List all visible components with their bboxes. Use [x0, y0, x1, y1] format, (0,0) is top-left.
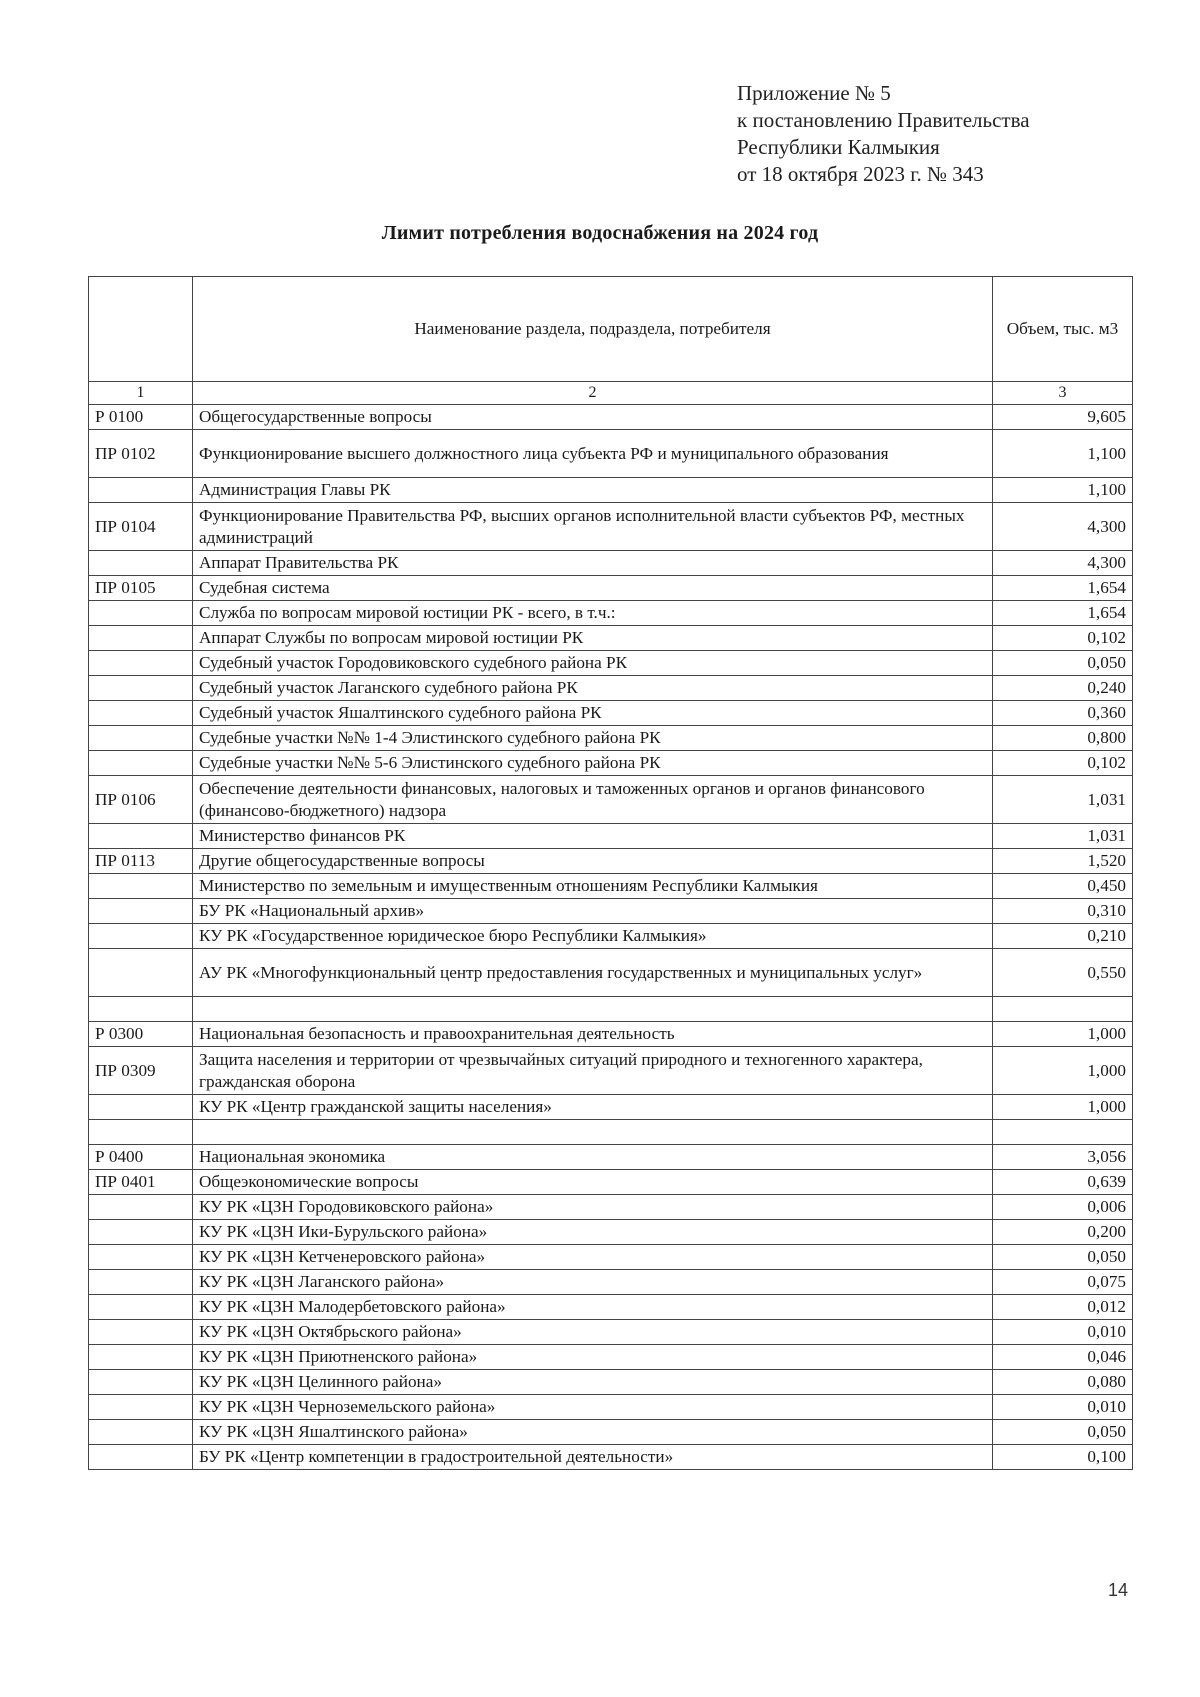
header-code: [89, 277, 193, 382]
row-code: [89, 1395, 193, 1420]
row-volume: 0,360: [993, 701, 1133, 726]
row-volume: 0,102: [993, 626, 1133, 651]
table-row: [89, 1270, 1133, 1295]
table-row: [89, 1022, 1133, 1047]
table-row: [89, 1445, 1133, 1470]
row-volume: 0,200: [993, 1220, 1133, 1245]
row-code: ПР 0105: [89, 576, 193, 601]
row-name: Министерство финансов РК: [193, 824, 993, 849]
table-row: [89, 1295, 1133, 1320]
table-row: [89, 430, 1133, 478]
row-name: Защита населения и территории от чрезвычайных ситуаций природного и техногенного характера, гражданская оборона: [193, 1047, 993, 1095]
row-code: [89, 1370, 193, 1395]
row-volume: 0,012: [993, 1295, 1133, 1320]
row-name: КУ РК «ЦЗН Ики-Бурульского района»: [193, 1220, 993, 1245]
row-volume: [993, 1120, 1133, 1145]
table-row: [89, 1220, 1133, 1245]
row-name: КУ РК «ЦЗН Малодербетовского района»: [193, 1295, 993, 1320]
table-header-row: [89, 277, 1133, 382]
row-code: [89, 1245, 193, 1270]
row-name: КУ РК «ЦЗН Лаганского района»: [193, 1270, 993, 1295]
row-code: [89, 824, 193, 849]
row-code: Р 0100: [89, 405, 193, 430]
row-code: [89, 1120, 193, 1145]
table-row: [89, 1345, 1133, 1370]
column-number: 3: [993, 382, 1133, 405]
row-volume: 0,050: [993, 1420, 1133, 1445]
row-volume: 1,520: [993, 849, 1133, 874]
row-code: [89, 1270, 193, 1295]
row-code: [89, 1420, 193, 1445]
table-row: [89, 1245, 1133, 1270]
page-number: 14: [1108, 1580, 1129, 1600]
row-name: Судебный участок Яшалтинского судебного района РК: [193, 701, 993, 726]
row-volume: 1,100: [993, 430, 1133, 478]
row-volume: 1,000: [993, 1047, 1133, 1095]
row-name: КУ РК «ЦЗН Черноземельского района»: [193, 1395, 993, 1420]
row-volume: 0,075: [993, 1270, 1133, 1295]
row-volume: [993, 997, 1133, 1022]
appendix-reference: [737, 80, 1157, 188]
row-name: Функционирование высшего должностного лица субъекта РФ и муниципального образования: [193, 430, 993, 478]
table-row: [89, 751, 1133, 776]
row-code: [89, 1445, 193, 1470]
row-name: КУ РК «Государственное юридическое бюро Республики Калмыкия»: [193, 924, 993, 949]
table-row: [89, 1047, 1133, 1095]
table-row: [89, 824, 1133, 849]
row-volume: 1,654: [993, 576, 1133, 601]
row-code: [89, 1220, 193, 1245]
row-code: [89, 1345, 193, 1370]
row-code: [89, 551, 193, 576]
column-number: 1: [89, 382, 193, 405]
row-volume: 0,010: [993, 1395, 1133, 1420]
row-volume: 1,100: [993, 478, 1133, 503]
row-name: Администрация Главы РК: [193, 478, 993, 503]
row-code: Р 0300: [89, 1022, 193, 1047]
row-volume: 1,654: [993, 601, 1133, 626]
row-code: ПР 0113: [89, 849, 193, 874]
appendix-line-1: Приложение № 5: [737, 81, 891, 105]
row-volume: 1,031: [993, 776, 1133, 824]
table-row: [89, 503, 1133, 551]
row-code: [89, 924, 193, 949]
row-code: [89, 478, 193, 503]
row-code: Р 0400: [89, 1145, 193, 1170]
row-name: Судебный участок Городовиковского судебного района РК: [193, 651, 993, 676]
row-volume: 0,310: [993, 899, 1133, 924]
row-name: КУ РК «ЦЗН Октябрьского района»: [193, 1320, 993, 1345]
appendix-line-2: к постановлению Правительства: [737, 108, 1030, 132]
row-volume: 9,605: [993, 405, 1133, 430]
table-row: [89, 478, 1133, 503]
row-volume: 0,010: [993, 1320, 1133, 1345]
row-volume: 1,000: [993, 1022, 1133, 1047]
table-row: [89, 1120, 1133, 1145]
row-name: КУ РК «ЦЗН Приютненского района»: [193, 1345, 993, 1370]
row-name: Служба по вопросам мировой юстиции РК - всего, в т.ч.:: [193, 601, 993, 626]
table-row: [89, 576, 1133, 601]
table-row: [89, 1370, 1133, 1395]
row-code: [89, 1295, 193, 1320]
row-code: ПР 0102: [89, 430, 193, 478]
row-volume: 1,000: [993, 1095, 1133, 1120]
row-name: КУ РК «ЦЗН Яшалтинского района»: [193, 1420, 993, 1445]
row-name: Аппарат Правительства РК: [193, 551, 993, 576]
row-code: [89, 1195, 193, 1220]
row-name: Судебные участки №№ 5-6 Элистинского судебного района РК: [193, 751, 993, 776]
row-volume: 1,031: [993, 824, 1133, 849]
row-code: [89, 701, 193, 726]
row-name: Обеспечение деятельности финансовых, налоговых и таможенных органов и органов финансового (финансово-бюджетного) надзора: [193, 776, 993, 824]
row-code: [89, 874, 193, 899]
row-code: [89, 949, 193, 997]
row-name: БУ РК «Центр компетенции в градостроительной деятельности»: [193, 1445, 993, 1470]
table-row: [89, 601, 1133, 626]
row-code: ПР 0401: [89, 1170, 193, 1195]
row-name: Национальная экономика: [193, 1145, 993, 1170]
table-row: [89, 405, 1133, 430]
table-row: [89, 726, 1133, 751]
row-code: [89, 651, 193, 676]
table-row: [89, 924, 1133, 949]
row-code: [89, 626, 193, 651]
row-volume: 4,300: [993, 503, 1133, 551]
row-volume: 0,210: [993, 924, 1133, 949]
row-name: БУ РК «Национальный архив»: [193, 899, 993, 924]
row-volume: 4,300: [993, 551, 1133, 576]
row-volume: 0,046: [993, 1345, 1133, 1370]
appendix-line-4: от 18 октября 2023 г. № 343: [737, 162, 984, 186]
table-row: [89, 874, 1133, 899]
table-row: [89, 551, 1133, 576]
document-title: Лимит потребления водоснабжения на 2024 год: [381, 222, 819, 244]
table-row: [89, 676, 1133, 701]
row-code: ПР 0309: [89, 1047, 193, 1095]
row-name: Общегосударственные вопросы: [193, 405, 993, 430]
row-name: [193, 997, 993, 1022]
row-volume: 0,102: [993, 751, 1133, 776]
row-code: ПР 0104: [89, 503, 193, 551]
row-code: [89, 676, 193, 701]
row-code: [89, 601, 193, 626]
row-volume: 0,450: [993, 874, 1133, 899]
row-volume: 3,056: [993, 1145, 1133, 1170]
header-volume: Объем, тыс. м3: [993, 277, 1133, 382]
table-row: [89, 1095, 1133, 1120]
row-code: [89, 726, 193, 751]
row-code: [89, 1095, 193, 1120]
header-name: Наименование раздела, подраздела, потребителя: [193, 277, 993, 382]
table-row: [89, 1145, 1133, 1170]
table-row: [89, 899, 1133, 924]
table-row: [89, 701, 1133, 726]
row-name: Национальная безопасность и правоохранительная деятельность: [193, 1022, 993, 1047]
column-number-row: [89, 382, 1133, 405]
table-row: [89, 1420, 1133, 1445]
appendix-line-3: Республики Калмыкия: [737, 135, 940, 159]
row-name: АУ РК «Многофункциональный центр предоставления государственных и муниципальных услуг»: [193, 949, 993, 997]
row-name: Министерство по земельным и имущественным отношениям Республики Калмыкия: [193, 874, 993, 899]
table-row: [89, 997, 1133, 1022]
table-row: [89, 776, 1133, 824]
row-name: Другие общегосударственные вопросы: [193, 849, 993, 874]
row-volume: 0,050: [993, 1245, 1133, 1270]
table-row: [89, 949, 1133, 997]
row-volume: 0,800: [993, 726, 1133, 751]
row-name: КУ РК «ЦЗН Целинного района»: [193, 1370, 993, 1395]
table-row: [89, 849, 1133, 874]
row-volume: 0,006: [993, 1195, 1133, 1220]
water-limit-table: [88, 276, 1133, 1470]
row-name: КУ РК «ЦЗН Кетченеровского района»: [193, 1245, 993, 1270]
row-volume: 0,080: [993, 1370, 1133, 1395]
row-volume: 0,639: [993, 1170, 1133, 1195]
row-code: ПР 0106: [89, 776, 193, 824]
table-row: [89, 651, 1133, 676]
row-volume: 0,100: [993, 1445, 1133, 1470]
table-row: [89, 626, 1133, 651]
table-row: [89, 1195, 1133, 1220]
row-name: Аппарат Службы по вопросам мировой юстиции РК: [193, 626, 993, 651]
row-code: [89, 1320, 193, 1345]
row-name: [193, 1120, 993, 1145]
table-row: [89, 1320, 1133, 1345]
row-name: Судебная система: [193, 576, 993, 601]
row-name: Функционирование Правительства РФ, высших органов исполнительной власти субъектов РФ, местных администраций: [193, 503, 993, 551]
row-name: Судебные участки №№ 1-4 Элистинского судебного района РК: [193, 726, 993, 751]
row-code: [89, 899, 193, 924]
row-name: Судебный участок Лаганского судебного района РК: [193, 676, 993, 701]
row-name: КУ РК «Центр гражданской защиты населения»: [193, 1095, 993, 1120]
row-volume: 0,240: [993, 676, 1133, 701]
table-row: [89, 1170, 1133, 1195]
row-name: КУ РК «ЦЗН Городовиковского района»: [193, 1195, 993, 1220]
row-code: [89, 751, 193, 776]
row-volume: 0,050: [993, 651, 1133, 676]
table-row: [89, 1395, 1133, 1420]
row-name: Общеэкономические вопросы: [193, 1170, 993, 1195]
column-number: 2: [193, 382, 993, 405]
row-volume: 0,550: [993, 949, 1133, 997]
row-code: [89, 997, 193, 1022]
